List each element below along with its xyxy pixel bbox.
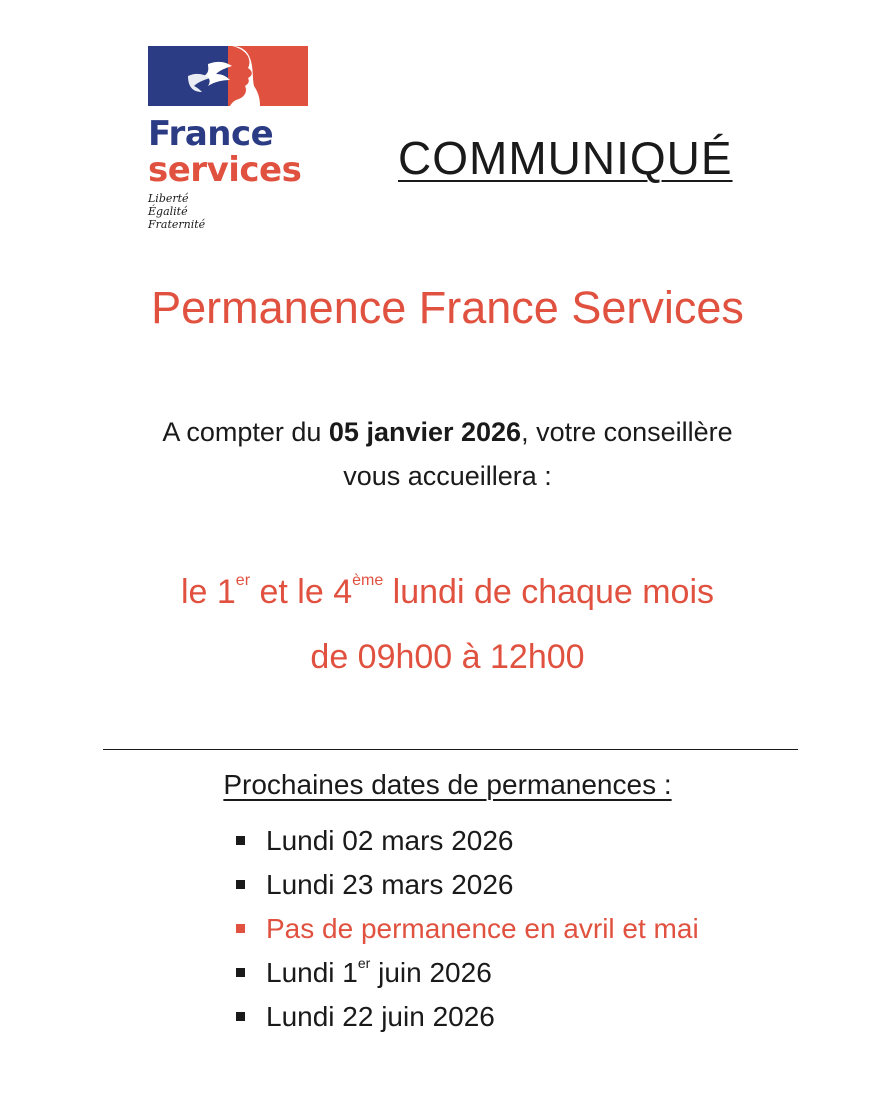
- logo-text-france: France: [148, 114, 274, 154]
- logo-text-services: services: [148, 150, 302, 190]
- list-item: [236, 819, 699, 863]
- date-text: Lundi 02 mars 2026: [266, 825, 514, 856]
- date-text: Lundi 23 mars 2026: [266, 869, 514, 900]
- france-services-logo: [148, 46, 318, 231]
- schedule-days-part3: lundi de chaque mois: [383, 573, 715, 611]
- date-text: Lundi 22 juin 2026: [266, 1001, 495, 1032]
- communique-heading: COMMUNIQUÉ: [398, 132, 733, 184]
- intro-date: 05 janvier 2026: [328, 417, 522, 447]
- motto-liberte: Liberté: [148, 192, 189, 205]
- marianne-logo-icon: [148, 46, 308, 106]
- schedule-days-part2: et le 4: [250, 573, 353, 611]
- motto-fraternite: Fraternité: [148, 218, 206, 231]
- square-bullet-icon: [236, 1012, 245, 1021]
- list-item: [236, 951, 699, 995]
- square-bullet-icon: [236, 880, 245, 889]
- intro-before: A compter du: [162, 417, 329, 447]
- list-item-no-permanence: [236, 907, 699, 951]
- intro-text: [0, 410, 895, 498]
- intro-line-1: [0, 410, 895, 454]
- next-dates-list: [236, 819, 699, 1039]
- square-bullet-icon: [236, 924, 245, 933]
- logo-motto: [148, 192, 318, 231]
- schedule-days-sup2: ème: [352, 572, 384, 589]
- date-text-before: Lundi 1: [266, 957, 358, 988]
- date-text-after: juin 2026: [370, 957, 492, 988]
- date-text-sup: er: [357, 955, 371, 971]
- list-item: [236, 995, 699, 1039]
- schedule-hours: de 09h00 à 12h00: [310, 638, 585, 676]
- schedule-days-sup1: er: [235, 572, 251, 589]
- divider: [103, 749, 798, 750]
- intro-after: , votre conseillère: [521, 417, 733, 447]
- list-item: [236, 863, 699, 907]
- square-bullet-icon: [236, 836, 245, 845]
- date-text: Pas de permanence en avril et mai: [266, 913, 699, 944]
- schedule-days-part1: le 1: [180, 573, 236, 611]
- next-dates-heading: Prochaines dates de permanences :: [223, 769, 672, 800]
- page-title: Permanence France Services: [151, 282, 744, 333]
- intro-line-2: vous accueillera :: [343, 461, 552, 491]
- motto-egalite: Égalité: [148, 205, 188, 218]
- schedule-days: [0, 568, 895, 616]
- square-bullet-icon: [236, 968, 245, 977]
